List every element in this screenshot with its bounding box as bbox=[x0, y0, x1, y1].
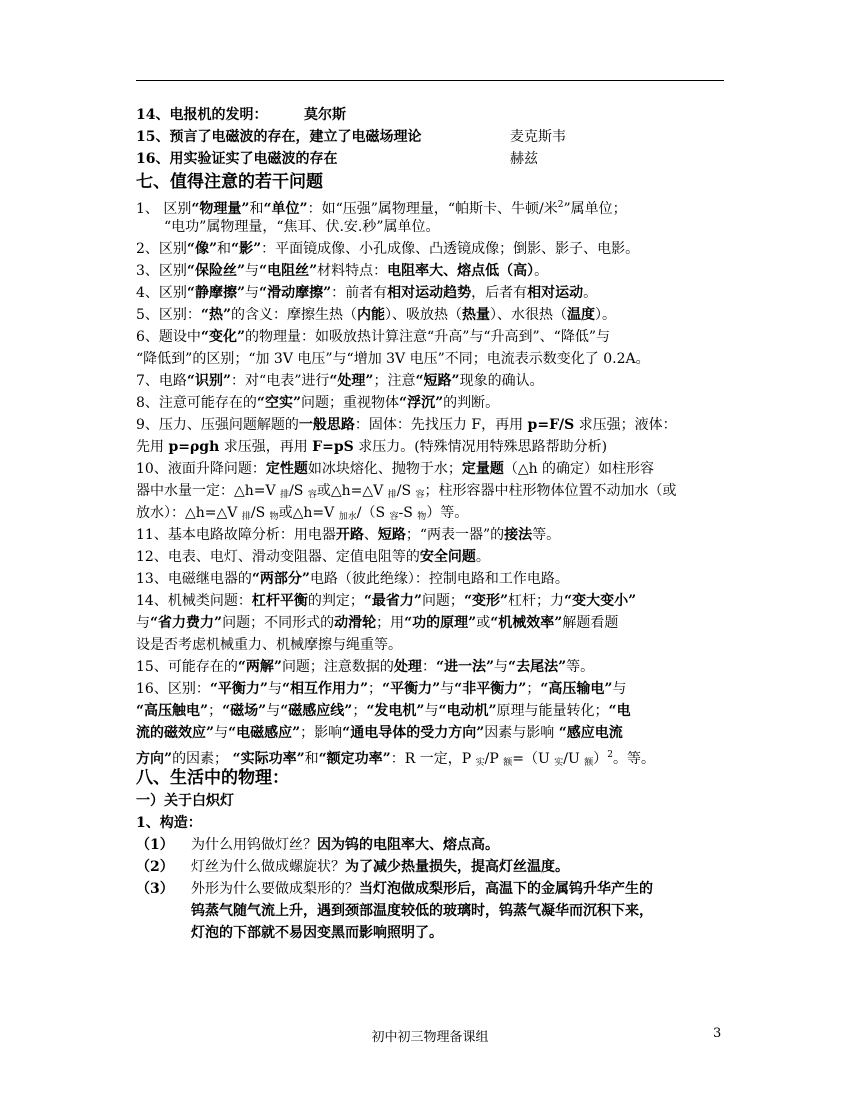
document-body bbox=[136, 104, 728, 944]
list-item: 4、区别“静摩擦”与“滑动摩擦”：前者有相对运动趋势，后者有相对运动。 bbox=[136, 285, 598, 301]
qa-item-continuation: 灯泡的下部就不易因变黑而影响照明了。 bbox=[191, 925, 443, 941]
qa-item: （2） 灯丝为什么做成螺旋状？为了减少热量损失，提高灯丝温度。 bbox=[136, 859, 569, 875]
header-rule bbox=[136, 80, 724, 81]
list-item: 2、区别“像”和“影”：平面镜成像、小孔成像、凸透镜成像；倒影、影子、电影。 bbox=[136, 241, 640, 257]
page-number: 3 bbox=[713, 1026, 722, 1041]
list-item: 6、题设中“变化”的物理量：如吸放热计算注意“升高”与“升高到”、“降低”与 bbox=[136, 329, 610, 345]
list-item-continuation: 方向”的因素； “实际功率”和“额定功率”：R 一定，P $_实$/P $_额$=（U $_实$/U $_额$）$^2$。等。 bbox=[136, 750, 655, 766]
list-item-continuation: 设是否考虑机械重力、机械摩擦与绳重等。 bbox=[136, 637, 402, 653]
footer-text: 初中初三物理备课组 bbox=[371, 1030, 489, 1045]
inventor-row: 15、预言了电磁波的存在，建立了电磁场理论 麦克斯韦 bbox=[136, 129, 566, 145]
qa-item-continuation: 钨蒸气随气流上升，遇到颈部温度较低的玻璃时，钨蒸气凝华而沉积下来， bbox=[191, 903, 653, 919]
list-item: 16、区别：“平衡力”与“相互作用力”；“平衡力”与“非平衡力”；“高压输电”与 bbox=[136, 681, 627, 697]
list-item-continuation: 流的磁效应”与“电磁感应”；影响“通电导体的受力方向”因素与影响 “感应电流 bbox=[136, 725, 623, 741]
subsection-heading: 一）关于白炽灯 bbox=[136, 793, 234, 809]
section-heading: 七、值得注意的若干问题 bbox=[136, 172, 323, 192]
list-item-continuation: “降低到”的区别；“加 3V 电压”与“增加 3V 电压”不同；电流表示数变化了 0.2A。 bbox=[136, 351, 650, 367]
list-item: 1、 区别“物理量”和“单位”：如“压强”属物理量，“帕斯卡、牛顿/米$^2$”属单位； bbox=[136, 200, 627, 216]
qa-item: （3） 外形为什么要做成梨形的？当灯泡做成梨形后，高温下的金属钨升华产生的 bbox=[136, 881, 653, 897]
list-item-continuation: 放水）：△h=△V $_排$/S $_物$或△h=V $_{加水}$/（S $_容$-S $_物$）等。 bbox=[136, 505, 469, 522]
list-item: 14、机械类问题：杠杆平衡的判定；“最省力”问题；“变形”杠杆；力“变大变小” bbox=[136, 593, 637, 609]
inventor-row: 14、电报机的发明： 莫尔斯 bbox=[136, 107, 346, 123]
list-item: 9、压力、压强问题解题的一般思路：固体：先找压力 F，再用 p=F/S 求压强；液体： bbox=[136, 417, 677, 433]
list-item: 11、基本电路故障分析：用电器开路、短路；“两表一器”的接法等。 bbox=[136, 527, 561, 543]
list-item: 8、注意可能存在的“空实”问题；重视物体“浮沉”的判断。 bbox=[136, 395, 500, 411]
list-item-continuation: 先用 p=ρgh 求压强，再用 F=pS 求压力。(特殊情况用特殊思路帮助分析) bbox=[136, 439, 608, 455]
subsection-heading: 1、构造： bbox=[136, 815, 202, 831]
list-item: 3、区别“保险丝”与“电阻丝”材料特点：电阻率大、熔点低（高）。 bbox=[136, 263, 549, 279]
list-item-continuation: 与“省力费力”问题；不同形式的动滑轮；用“功的原理”或“机械效率”解题看题 bbox=[136, 615, 619, 631]
list-item: 15、可能存在的“两解”问题；注意数据的处理：“进一法”与“去尾法”等。 bbox=[136, 659, 595, 675]
list-item-continuation: 器中水量一定：△h=V $_排$/S $_容$或△h=△V $_排$/S $_容$；柱形容器中柱形物体位置不动加水（或 bbox=[136, 483, 677, 500]
qa-item: （1） 为什么用钨做灯丝？因为钨的电阻率大、熔点高。 bbox=[136, 837, 499, 853]
list-item: 7、电路“识别”：对“电表”进行“处理”；注意“短路”现象的确认。 bbox=[136, 373, 544, 389]
section-heading: 八、生活中的物理： bbox=[136, 768, 289, 788]
list-item: 5、区别：“热”的含义：摩擦生热（内能）、吸放热（热量）、水很热（温度）。 bbox=[136, 307, 617, 323]
list-item: 12、电表、电灯、滑动变阻器、定值电阻等的安全问题。 bbox=[136, 549, 490, 565]
list-item: 13、电磁继电器的“两部分”电路（彼此绝缘）：控制电路和工作电路。 bbox=[136, 571, 569, 587]
page-footer bbox=[0, 1026, 860, 1046]
list-item-continuation: “电功”属物理量，“焦耳、伏.安.秒”属单位。 bbox=[164, 219, 440, 235]
list-item: 10、液面升降问题：定性题如冰块熔化、抛物于水；定量题（△h 的确定）如柱形容 bbox=[136, 461, 655, 477]
inventor-row: 16、用实验证实了电磁波的存在 赫兹 bbox=[136, 151, 538, 167]
list-item-continuation: “高压触电”；“磁场”与“磁感应线”；“发电机”与“电动机”原理与能量转化；“电 bbox=[136, 703, 631, 719]
